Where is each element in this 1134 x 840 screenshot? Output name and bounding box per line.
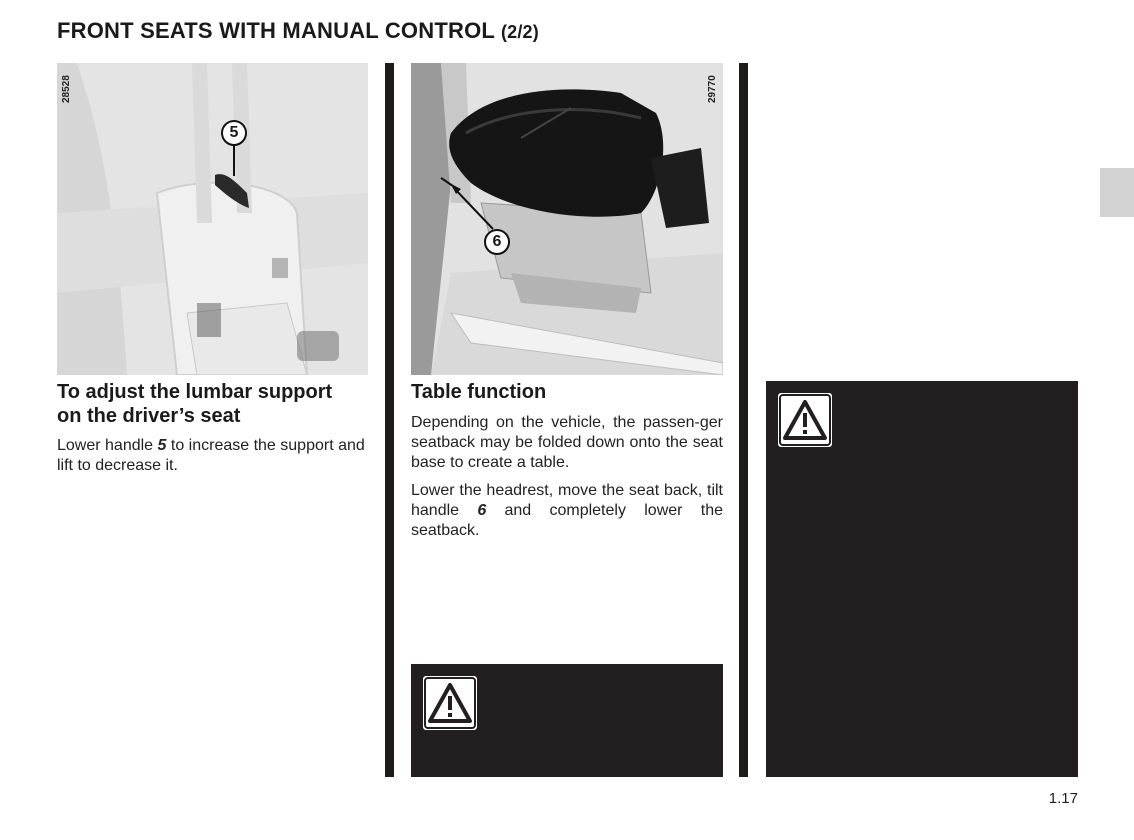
lumbar-heading-line2: on the driver’s seat — [57, 405, 241, 427]
lumbar-text-c: to increase the support and lift to decrease it. — [57, 437, 365, 474]
title-main: FRONT SEATS WITH MANUAL CONTROL — [57, 18, 495, 43]
table-function-paragraph-1: Depending on the vehicle, the passen-ger seatback may be folded down onto the seat base to create a table. — [411, 414, 723, 471]
figure-lumbar-handle — [57, 63, 368, 375]
figure-table-function — [411, 63, 723, 375]
callout-5 — [221, 120, 247, 146]
table-text-c: and completely lower the seatback. — [411, 502, 723, 539]
callout-6-label: 6 — [492, 233, 502, 250]
table-function-heading: Table function — [411, 381, 547, 403]
figure-number-29770: 29770 — [707, 75, 718, 103]
lumbar-text-a: Lower handle — [57, 437, 158, 454]
callout-6 — [484, 229, 510, 255]
warning-triangle-icon — [778, 393, 832, 447]
table-text-a: Lower the headrest, move the seat back, tilt handle — [411, 482, 723, 519]
figure-number-28528: 28528 — [61, 75, 72, 103]
warning-triangle-icon — [423, 676, 477, 730]
lumbar-text-handle: 5 — [157, 437, 167, 454]
warning-box-table — [411, 664, 723, 777]
lumbar-paragraph — [57, 436, 372, 476]
page-title — [57, 18, 539, 44]
table-function-paragraph-2 — [411, 481, 723, 541]
lumbar-heading — [57, 380, 377, 428]
column-rule-left — [385, 63, 394, 777]
callout-5-label: 5 — [229, 124, 239, 141]
title-part: (2/2) — [500, 22, 539, 42]
column-rule-right — [739, 63, 748, 777]
page-number: 1.17 — [1048, 790, 1078, 807]
table-text-handle: 6 — [477, 502, 487, 519]
warning-box-right — [766, 381, 1078, 777]
lumbar-heading-line1: To adjust the lumbar support — [57, 381, 333, 403]
section-tab-marker — [1100, 168, 1134, 217]
